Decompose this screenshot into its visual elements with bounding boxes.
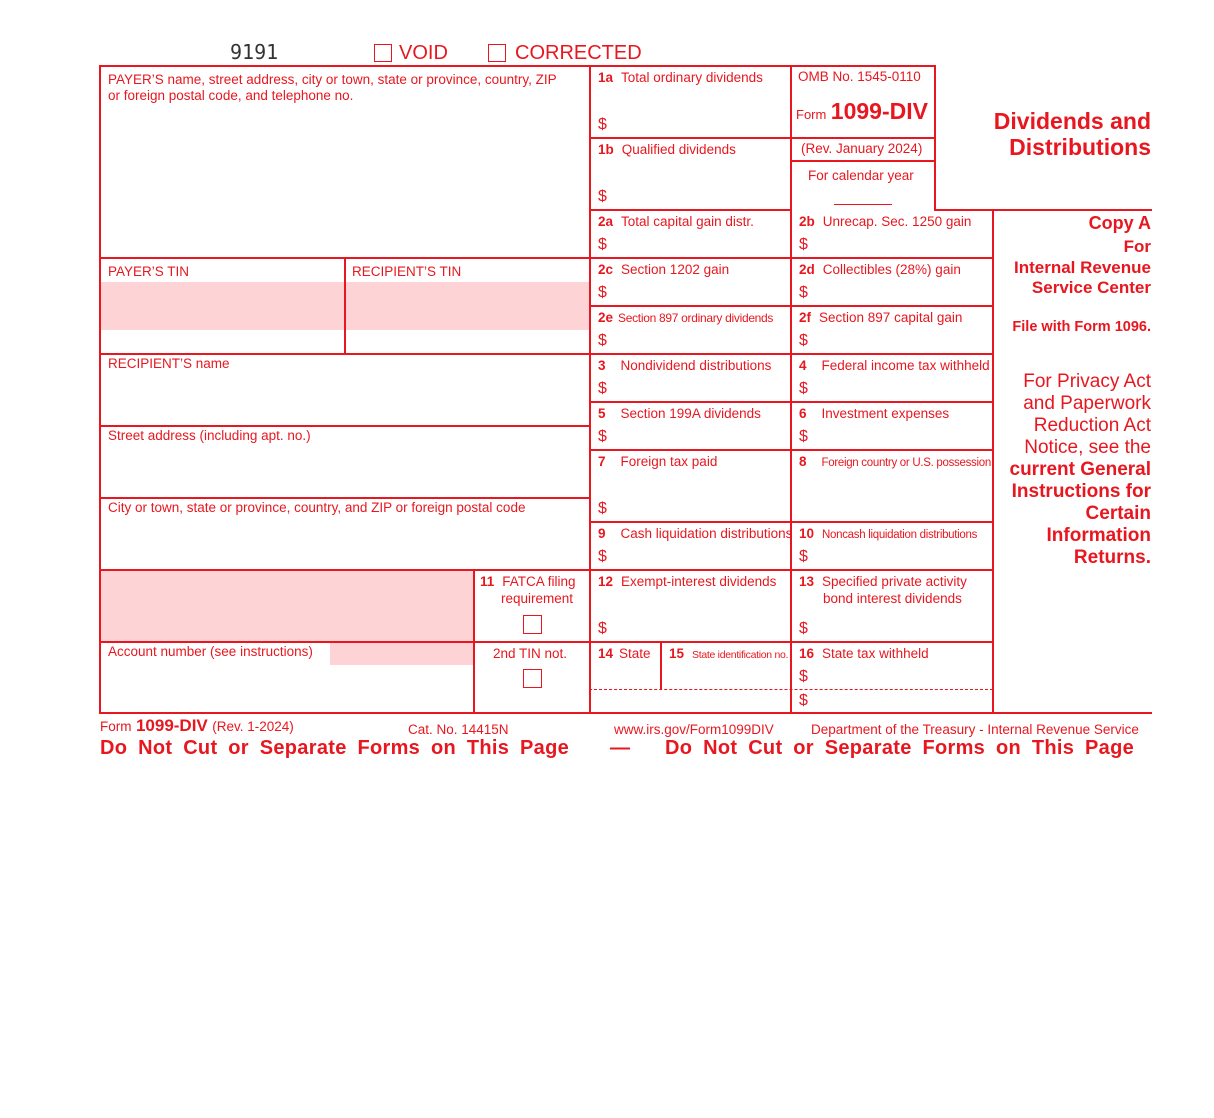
form-heading-2: Distributions: [1009, 134, 1151, 160]
box-16-dollar-1: $: [799, 668, 808, 685]
box-13-dollar: $: [799, 620, 808, 637]
irs-line-1: Internal Revenue: [1014, 258, 1151, 277]
box-1a-label: 1a Total ordinary dividends: [598, 70, 763, 85]
box-2a-dollar: $: [598, 236, 607, 253]
omb-number: OMB No. 1545-0110: [798, 69, 921, 84]
box-2e-label: 2e Section 897 ordinary dividends: [598, 310, 774, 325]
recipient-tin-field[interactable]: [346, 282, 589, 330]
box-6-dollar: $: [799, 428, 808, 445]
form-heading-1: Dividends and: [993, 108, 1151, 134]
recipient-tin-label: RECIPIENT’S TIN: [352, 264, 462, 279]
box-12-dollar: $: [598, 620, 607, 637]
payer-tin-field[interactable]: [101, 282, 344, 330]
account-number-shade: [330, 643, 473, 665]
payer-name-label-2: or foreign postal code, and telephone no.: [108, 88, 354, 103]
box-9-label: 9 Cash liquidation distributions: [598, 526, 793, 541]
footer-url: www.irs.gov/Form1099DIV: [614, 722, 774, 737]
box-2d-label: 2d Collectibles (28%) gain: [799, 262, 961, 277]
box-15-label: 15 State identification no.: [669, 646, 789, 661]
box-11-label: 11 FATCA filing: [480, 574, 576, 589]
privacy-3: Reduction Act: [1033, 415, 1151, 436]
calendar-year-label: For calendar year: [808, 168, 914, 183]
box-1b-dollar: $: [598, 188, 607, 205]
box-14-label: 14 State: [598, 646, 651, 661]
box-11-label-2: requirement: [501, 591, 574, 606]
box-2f-label: 2f Section 897 capital gain: [799, 310, 963, 325]
privacy-2: and Paperwork: [1023, 393, 1151, 414]
box-9-dollar: $: [598, 548, 607, 565]
privacy-5: current General: [1009, 459, 1151, 480]
box-16-label: 16 State tax withheld: [799, 646, 929, 661]
footer-cat-no: Cat. No. 14415N: [408, 722, 509, 737]
box-12-label: 12 Exempt-interest dividends: [598, 574, 777, 589]
form-code: 9191: [230, 40, 279, 64]
form-title: Form 1099-DIV: [796, 98, 928, 124]
box-3-dollar: $: [598, 380, 607, 397]
box-3-label: 3 Nondividend distributions: [598, 358, 772, 373]
box-6-label: 6 Investment expenses: [799, 406, 950, 421]
box-5-label: 5 Section 199A dividends: [598, 406, 761, 421]
box-13-label-2: bond interest dividends: [823, 591, 962, 606]
box-1b-label: 1b Qualified dividends: [598, 142, 736, 157]
privacy-1: For Privacy Act: [1023, 371, 1151, 392]
recipient-name-label: RECIPIENT’S name: [108, 356, 230, 371]
footer-dept: Department of the Treasury - Internal Revenue Service: [811, 722, 1139, 737]
box-4-label: 4 Federal income tax withheld: [799, 358, 990, 373]
footer-warning-right: Do Not Cut or Separate Forms on This Page: [665, 737, 1135, 759]
city-label: City or town, state or province, country, and ZIP or foreign postal code: [108, 500, 526, 515]
box-13-label: 13 Specified private activity: [799, 574, 967, 589]
footer-warning-left: Do Not Cut or Separate Forms on This Page: [100, 737, 570, 759]
box-10-dollar: $: [799, 548, 808, 565]
box-2e-dollar: $: [598, 332, 607, 349]
void-checkbox[interactable]: [374, 44, 392, 62]
payer-name-label: PAYER’S name, street address, city or town, state or province, country, ZIP: [108, 72, 557, 87]
account-number-label: Account number (see instructions): [108, 644, 313, 659]
box-2d-dollar: $: [799, 284, 808, 301]
corrected-label: CORRECTED: [515, 42, 642, 64]
box-2b-label: 2b Unrecap. Sec. 1250 gain: [799, 214, 972, 229]
box-2b-dollar: $: [799, 236, 808, 253]
box-2a-label: 2a Total capital gain distr.: [598, 214, 754, 229]
privacy-9: Returns.: [1073, 547, 1151, 568]
box-4-dollar: $: [799, 380, 808, 397]
box-7-dollar: $: [598, 500, 607, 517]
street-address-label: Street address (including apt. no.): [108, 428, 311, 443]
privacy-8: Information: [1046, 525, 1151, 546]
box-1a-dollar: $: [598, 116, 607, 133]
second-tin-checkbox[interactable]: [523, 669, 542, 688]
box-2c-label: 2c Section 1202 gain: [598, 262, 730, 277]
shaded-area: [101, 571, 473, 641]
box-10-label: 10 Noncash liquidation distributions: [799, 526, 978, 541]
footer-form-name: Form 1099-DIV (Rev. 1-2024): [100, 716, 294, 735]
box-7-label: 7 Foreign tax paid: [598, 454, 718, 469]
box-2c-dollar: $: [598, 284, 607, 301]
privacy-4: Notice, see the: [1024, 437, 1151, 458]
footer-dash: —: [610, 737, 630, 759]
fatca-checkbox[interactable]: [523, 615, 542, 634]
payer-tin-label: PAYER’S TIN: [108, 264, 190, 279]
file-with: File with Form 1096.: [1012, 319, 1151, 335]
irs-line-2: Service Center: [1031, 278, 1151, 297]
copy-for: For: [1123, 237, 1151, 256]
box-16-dollar-2: $: [799, 692, 808, 709]
box-5-dollar: $: [598, 428, 607, 445]
privacy-7: Certain: [1085, 503, 1151, 524]
privacy-6: Instructions for: [1011, 481, 1151, 502]
copy-a: Copy A: [1088, 213, 1151, 233]
box-2f-dollar: $: [799, 332, 808, 349]
corrected-checkbox[interactable]: [488, 44, 506, 62]
void-label: VOID: [399, 42, 448, 64]
second-tin-label: 2nd TIN not.: [493, 646, 568, 661]
revision-date: (Rev. January 2024): [801, 141, 923, 156]
box-8-label: 8 Foreign country or U.S. possession: [799, 454, 991, 469]
